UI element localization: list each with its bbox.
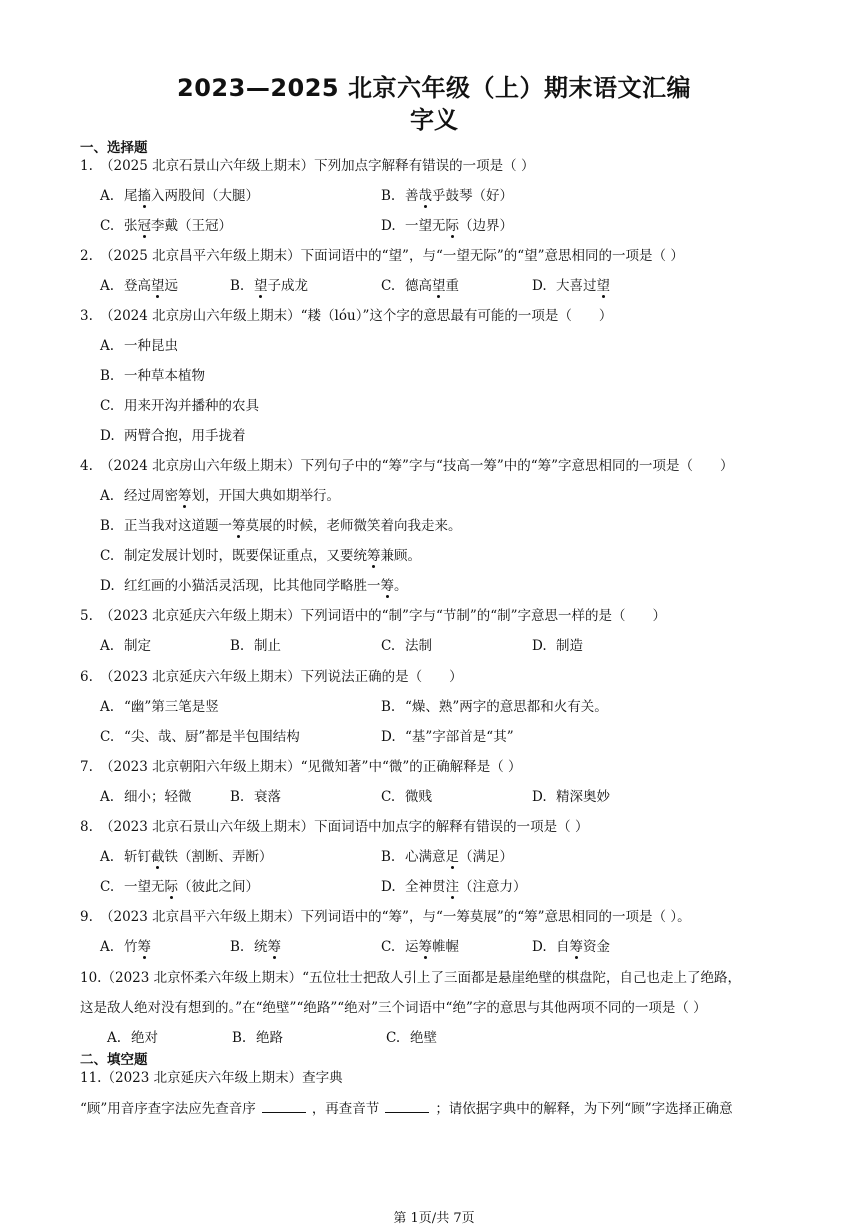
answer-option[interactable] — [100, 937, 151, 957]
option-text-rest: 资金 — [583, 939, 610, 955]
option-letter: C. — [100, 398, 115, 414]
option-text: 绝壁 — [410, 1030, 437, 1046]
emphasized-char: 筹 — [232, 518, 246, 534]
question-stem-continued: 这是敌人绝对没有想到的。”在“绝壁”“绝路”“绝对”三个词语中“绝”字的意思与其他两项不同的一项是（ ） — [80, 1000, 707, 1016]
answer-option[interactable] — [100, 546, 421, 566]
option-text: 制定 — [124, 638, 151, 654]
answer-option[interactable] — [100, 787, 192, 807]
option-text: 两臂合抱，用手拢着 — [124, 428, 246, 444]
answer-option[interactable] — [381, 937, 459, 957]
option-text: 运 — [405, 939, 419, 955]
option-text-rest: 重 — [445, 278, 459, 294]
answer-option[interactable] — [100, 727, 300, 747]
option-letter: C. — [100, 548, 115, 564]
option-text-rest: （注意力） — [459, 879, 527, 895]
answer-option[interactable] — [100, 276, 178, 296]
option-text: 心满意 — [405, 849, 446, 865]
option-text: 精深奥妙 — [556, 789, 610, 805]
option-text-rest: 莫展的时候，老师微笑着向我走来。 — [245, 518, 462, 534]
answer-option[interactable] — [100, 576, 408, 596]
question-2 — [80, 246, 800, 266]
emphasized-char: 筹 — [418, 939, 432, 955]
answer-option[interactable] — [381, 636, 432, 656]
option-letter: B. — [230, 939, 245, 955]
emphasized-char: 筹 — [367, 548, 381, 564]
option-letter: D. — [100, 578, 115, 594]
option-letter: A. — [100, 789, 115, 805]
option-text: 善 — [405, 188, 419, 204]
answer-option[interactable] — [100, 877, 259, 897]
option-text: 竹 — [124, 939, 138, 955]
answer-option[interactable] — [381, 276, 459, 296]
option-letter: D. — [100, 428, 115, 444]
option-text: 微贱 — [405, 789, 432, 805]
emphasized-char: 搐 — [137, 188, 151, 204]
page-title: 2023—2025 北京六年级（上）期末语文汇编 — [177, 74, 691, 102]
option-text-rest: 李戴（王冠） — [151, 218, 232, 234]
option-text-rest: 。 — [394, 578, 408, 594]
answer-option[interactable] — [381, 727, 514, 747]
question-1 — [80, 156, 800, 176]
option-text: 尾 — [124, 188, 138, 204]
emphasized-char: 筹 — [267, 939, 281, 955]
option-letter: A. — [100, 338, 115, 354]
option-letter: C. — [386, 1030, 401, 1046]
option-text: 一望无 — [405, 218, 446, 234]
answer-option[interactable] — [230, 787, 281, 807]
option-text-rest: （满足） — [459, 849, 513, 865]
q11-text-a: “顾”用音序查字法应先查音序 — [80, 1101, 256, 1117]
answer-option[interactable] — [232, 1028, 283, 1048]
option-letter: C. — [100, 879, 115, 895]
option-letter: D. — [381, 218, 396, 234]
answer-option[interactable] — [386, 1028, 437, 1048]
question-number: 3. — [80, 308, 93, 324]
emphasized-char: 筹 — [380, 578, 394, 594]
option-letter: A. — [100, 188, 115, 204]
emphasized-char: 筹 — [137, 939, 151, 955]
answer-option[interactable] — [381, 216, 513, 236]
option-text: 德高 — [405, 278, 432, 294]
emphasized-char: 望 — [596, 278, 610, 294]
option-text: 全神贯 — [405, 879, 446, 895]
option-text: 绝对 — [131, 1030, 158, 1046]
option-text: 一种草本植物 — [124, 368, 205, 384]
answer-blank-1[interactable] — [262, 1098, 306, 1113]
question-number: 7. — [80, 759, 93, 775]
question-stem: （2023 北京延庆六年级上期末）下列词语中的“制”字与“节制”的“制”字意思一样的是（ ） — [100, 608, 667, 624]
answer-option[interactable] — [100, 516, 462, 536]
emphasized-char: 望 — [151, 278, 165, 294]
option-letter: C. — [381, 638, 396, 654]
option-letter: C. — [100, 729, 115, 745]
question-number: 5. — [80, 608, 93, 624]
option-letter: B. — [381, 188, 396, 204]
option-text-rest: 子成龙 — [267, 278, 308, 294]
option-letter: A. — [100, 699, 115, 715]
page-footer: 第 1页/共 7页 — [393, 1211, 475, 1226]
option-text: “尖、哉、厨”都是半包围结构 — [124, 729, 300, 745]
answer-option[interactable] — [532, 636, 583, 656]
option-letter: B. — [100, 518, 115, 534]
question-stem: （2023 北京昌平六年级上期末）下列词语中的“筹”，与“一筹莫展”的“筹”意思相同的一项是（ ）。 — [100, 909, 691, 925]
answer-option[interactable] — [100, 847, 273, 867]
question-7 — [80, 757, 800, 777]
emphasized-char: 哉 — [418, 188, 432, 204]
answer-option[interactable] — [381, 877, 527, 897]
option-text-rest: （彼此之间） — [178, 879, 259, 895]
option-text-rest: （边界） — [459, 218, 513, 234]
question-stem: （2023 北京延庆六年级上期末）查字典 — [101, 1070, 343, 1086]
option-text: 细小；轻微 — [124, 789, 192, 805]
emphasized-char: 望 — [432, 278, 446, 294]
option-letter: D. — [381, 879, 396, 895]
question-stem: （2024 北京房山六年级上期末）下列句子中的“筹”字与“技高一筹”中的“筹”字意思相同的一项是（ ） — [100, 458, 734, 474]
option-text: 登高 — [124, 278, 151, 294]
emphasized-char: 筹 — [569, 939, 583, 955]
option-text: 红红画的小猫活灵活现，比其他同学略胜一 — [124, 578, 381, 594]
option-text: 制造 — [556, 638, 583, 654]
option-text: 一望无 — [124, 879, 165, 895]
answer-option[interactable] — [100, 366, 205, 386]
option-text: 张 — [124, 218, 138, 234]
option-letter: B. — [232, 1030, 247, 1046]
answer-option[interactable] — [100, 486, 340, 506]
question-stem: （2023 北京延庆六年级上期末）下列说法正确的是（ ） — [100, 669, 463, 685]
option-letter: B. — [230, 278, 245, 294]
emphasized-char: 注 — [445, 879, 459, 895]
option-letter: D. — [532, 789, 547, 805]
option-letter: B. — [230, 638, 245, 654]
option-letter: A. — [100, 488, 115, 504]
emphasized-char: 际 — [445, 218, 459, 234]
option-letter: A. — [100, 849, 115, 865]
question-number: 4. — [80, 458, 93, 474]
option-text: 经过周密 — [124, 488, 178, 504]
option-letter: D. — [532, 939, 547, 955]
option-letter: B. — [100, 368, 115, 384]
q11-text-c: ；请依据字典中的解释，为下列“顾”字选择正确意 — [435, 1101, 733, 1117]
answer-option[interactable] — [100, 336, 178, 356]
answer-option[interactable] — [100, 216, 232, 236]
answer-option[interactable] — [100, 426, 246, 446]
option-letter: A. — [100, 278, 115, 294]
answer-option[interactable] — [100, 636, 151, 656]
option-text: 一种昆虫 — [124, 338, 178, 354]
option-letter: A. — [100, 638, 115, 654]
question-8 — [80, 817, 800, 837]
option-letter: C. — [100, 218, 115, 234]
question-number: 1. — [80, 158, 93, 174]
option-letter: D. — [381, 729, 396, 745]
option-text-rest: 兼顾。 — [380, 548, 421, 564]
option-text-rest: 入两股间（大腿） — [151, 188, 259, 204]
option-text: 制止 — [254, 638, 281, 654]
answer-option[interactable] — [100, 697, 219, 717]
option-letter: D. — [532, 278, 547, 294]
question-3 — [80, 306, 800, 326]
option-text: “幽”第三笔是竖 — [124, 699, 219, 715]
section-choice-heading: 一、选择题 — [80, 140, 148, 156]
question-10 — [80, 968, 800, 988]
option-letter: A. — [107, 1030, 122, 1046]
option-text: “燥、熟”两字的意思都和火有关。 — [405, 699, 608, 715]
option-letter: D. — [532, 638, 547, 654]
answer-option[interactable] — [532, 276, 610, 296]
question-number: 9. — [80, 909, 93, 925]
question-stem: （2023 北京朝阳六年级上期末）“见微知著”中“微”的正确解释是（ ） — [100, 759, 522, 775]
option-letter: A. — [100, 939, 115, 955]
question-stem: （2025 北京石景山六年级上期末）下列加点字解释有错误的一项是（ ） — [100, 158, 535, 174]
question-9 — [80, 907, 800, 927]
question-number: 10. — [80, 970, 102, 986]
emphasized-char: 筹 — [178, 488, 192, 504]
question-number: 8. — [80, 819, 93, 835]
option-text-rest: 铁（割断、弄断） — [164, 849, 273, 865]
option-letter: B. — [381, 699, 396, 715]
emphasized-char: 截 — [151, 849, 165, 865]
option-text: 制定发展计划时，既要保证重点，又要统 — [124, 548, 367, 564]
option-text-rest: 划，开国大典如期举行。 — [191, 488, 340, 504]
option-letter: B. — [230, 789, 245, 805]
q11-text-b: ，再查音节 — [311, 1101, 380, 1117]
option-letter: C. — [381, 278, 396, 294]
section-fill-heading: 二、填空题 — [80, 1052, 148, 1068]
option-text-rest: 帷幄 — [432, 939, 459, 955]
question-stem: （2023 北京石景山六年级上期末）下面词语中加点字的解释有错误的一项是（ ） — [100, 819, 589, 835]
option-text: “基”字部首是“其” — [405, 729, 514, 745]
question-stem: （2023 北京怀柔六年级上期末）“五位壮士把敌人引上了三面都是悬崖绝壁的棋盘陀，自己也走上了绝路， — [101, 970, 742, 986]
answer-option[interactable] — [107, 1028, 158, 1048]
answer-option[interactable] — [532, 787, 610, 807]
option-text: 自 — [556, 939, 570, 955]
question-number: 11. — [80, 1070, 102, 1086]
option-letter: C. — [381, 939, 396, 955]
option-text: 正当我对这道题一 — [124, 518, 232, 534]
answer-option[interactable] — [381, 787, 432, 807]
option-text: 大喜过 — [556, 278, 597, 294]
question-11 — [80, 1068, 800, 1088]
option-text: 斩钉 — [124, 849, 151, 865]
question-6 — [80, 667, 800, 687]
answer-option[interactable] — [230, 276, 308, 296]
answer-option[interactable] — [381, 186, 513, 206]
option-text: 衰落 — [254, 789, 281, 805]
answer-option[interactable] — [532, 937, 610, 957]
question-stem: （2025 北京昌平六年级上期末）下面词语中的“望”，与“一望无际”的“望”意思相同的一项是（ ） — [100, 248, 684, 264]
emphasized-char: 足 — [445, 849, 459, 865]
emphasized-char: 望 — [254, 278, 268, 294]
question-4 — [80, 456, 800, 476]
option-text: 绝路 — [256, 1030, 283, 1046]
answer-option[interactable] — [381, 847, 513, 867]
option-text-rest: 远 — [164, 278, 178, 294]
option-text: 统 — [254, 939, 268, 955]
question-number: 2. — [80, 248, 93, 264]
answer-option[interactable] — [100, 396, 259, 416]
option-letter: C. — [381, 789, 396, 805]
question-number: 6. — [80, 669, 93, 685]
question-11-body — [80, 1098, 800, 1119]
answer-option[interactable] — [100, 186, 259, 206]
page-subtitle: 字义 — [410, 106, 458, 134]
question-5 — [80, 606, 800, 626]
question-stem: （2024 北京房山六年级上期末）“耧（lóu）”这个字的意思最有可能的一项是（ ） — [100, 308, 613, 324]
option-letter: B. — [381, 849, 396, 865]
emphasized-char: 际 — [164, 879, 178, 895]
answer-option[interactable] — [230, 937, 281, 957]
answer-blank-2[interactable] — [385, 1098, 429, 1113]
option-text: 用来开沟并播种的农具 — [124, 398, 259, 414]
option-text-rest: 乎鼓琴（好） — [432, 188, 513, 204]
emphasized-char: 冠 — [137, 218, 151, 234]
option-text: 法制 — [405, 638, 432, 654]
answer-option[interactable] — [381, 697, 608, 717]
answer-option[interactable] — [230, 636, 281, 656]
